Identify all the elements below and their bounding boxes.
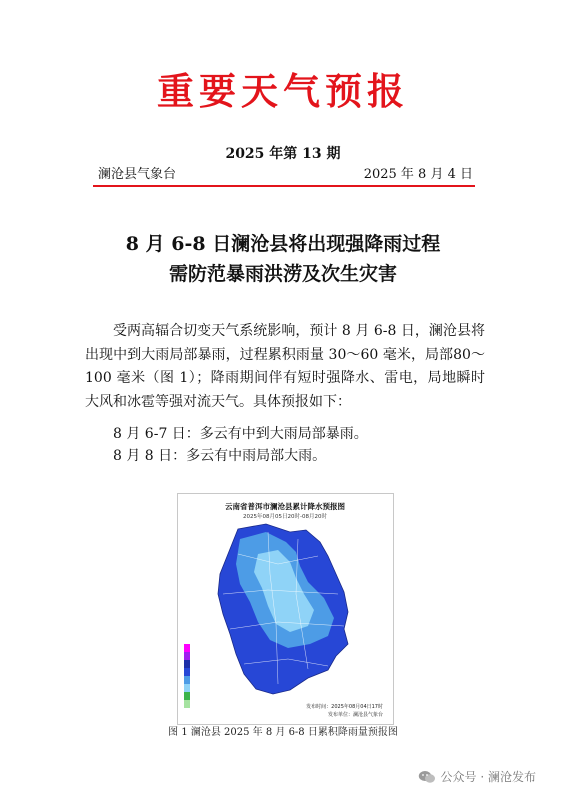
headline-line-2: 需防范暴雨洪涝及次生灾害 (168, 263, 397, 285)
figure-caption: 图 1 澜沧县 2025 年 8 月 6-8 日累积降雨量预报图 (168, 727, 398, 738)
watermark-text: 公众号 · 澜沧发布 (440, 770, 536, 784)
precip-legend-bar (184, 644, 190, 708)
issue-number: 2025 年第 13 期 (225, 146, 341, 162)
wechat-watermark (418, 768, 536, 785)
wechat-icon (418, 770, 436, 784)
report-title: 重要天气预报 (157, 69, 409, 113)
issuing-org: 澜沧县气象台 (98, 167, 177, 182)
map-title: 云南省普洱市澜沧县累计降水预报图 (225, 502, 345, 511)
map-issued-by: 发布单位：澜沧县气象台 (327, 712, 383, 718)
issue-date: 2025 年 8 月 4 日 (363, 167, 473, 182)
rainfall-map-svg (178, 494, 393, 724)
rainfall-forecast-map (177, 493, 394, 725)
header-divider (93, 185, 475, 187)
forecast-aug-8: 8 月 8 日：多云有中雨局部大雨。 (113, 448, 327, 464)
body-paragraph: 受两高辐合切变天气系统影响，预计 8 月 6-8 日，澜沧县将出现中到大雨局部暴雨，过程累积雨量 30～60 毫米，局部80～100 毫米（图 1）；降雨期间伴有短时强降水、雷电，局地瞬时大风和冰雹等强对流天气。具体预报如下： (85, 323, 485, 410)
map-issued-time: 发布时间：2025年08月04日17时 (306, 704, 383, 710)
headline-line-1: 8 月 6-8 日澜沧县将出现强降雨过程 (125, 233, 441, 255)
map-subtitle: 2025年08月05日20时-08月20时 (243, 514, 327, 520)
forecast-aug-6-7: 8 月 6-7 日：多云有中到大雨局部暴雨。 (113, 426, 368, 442)
